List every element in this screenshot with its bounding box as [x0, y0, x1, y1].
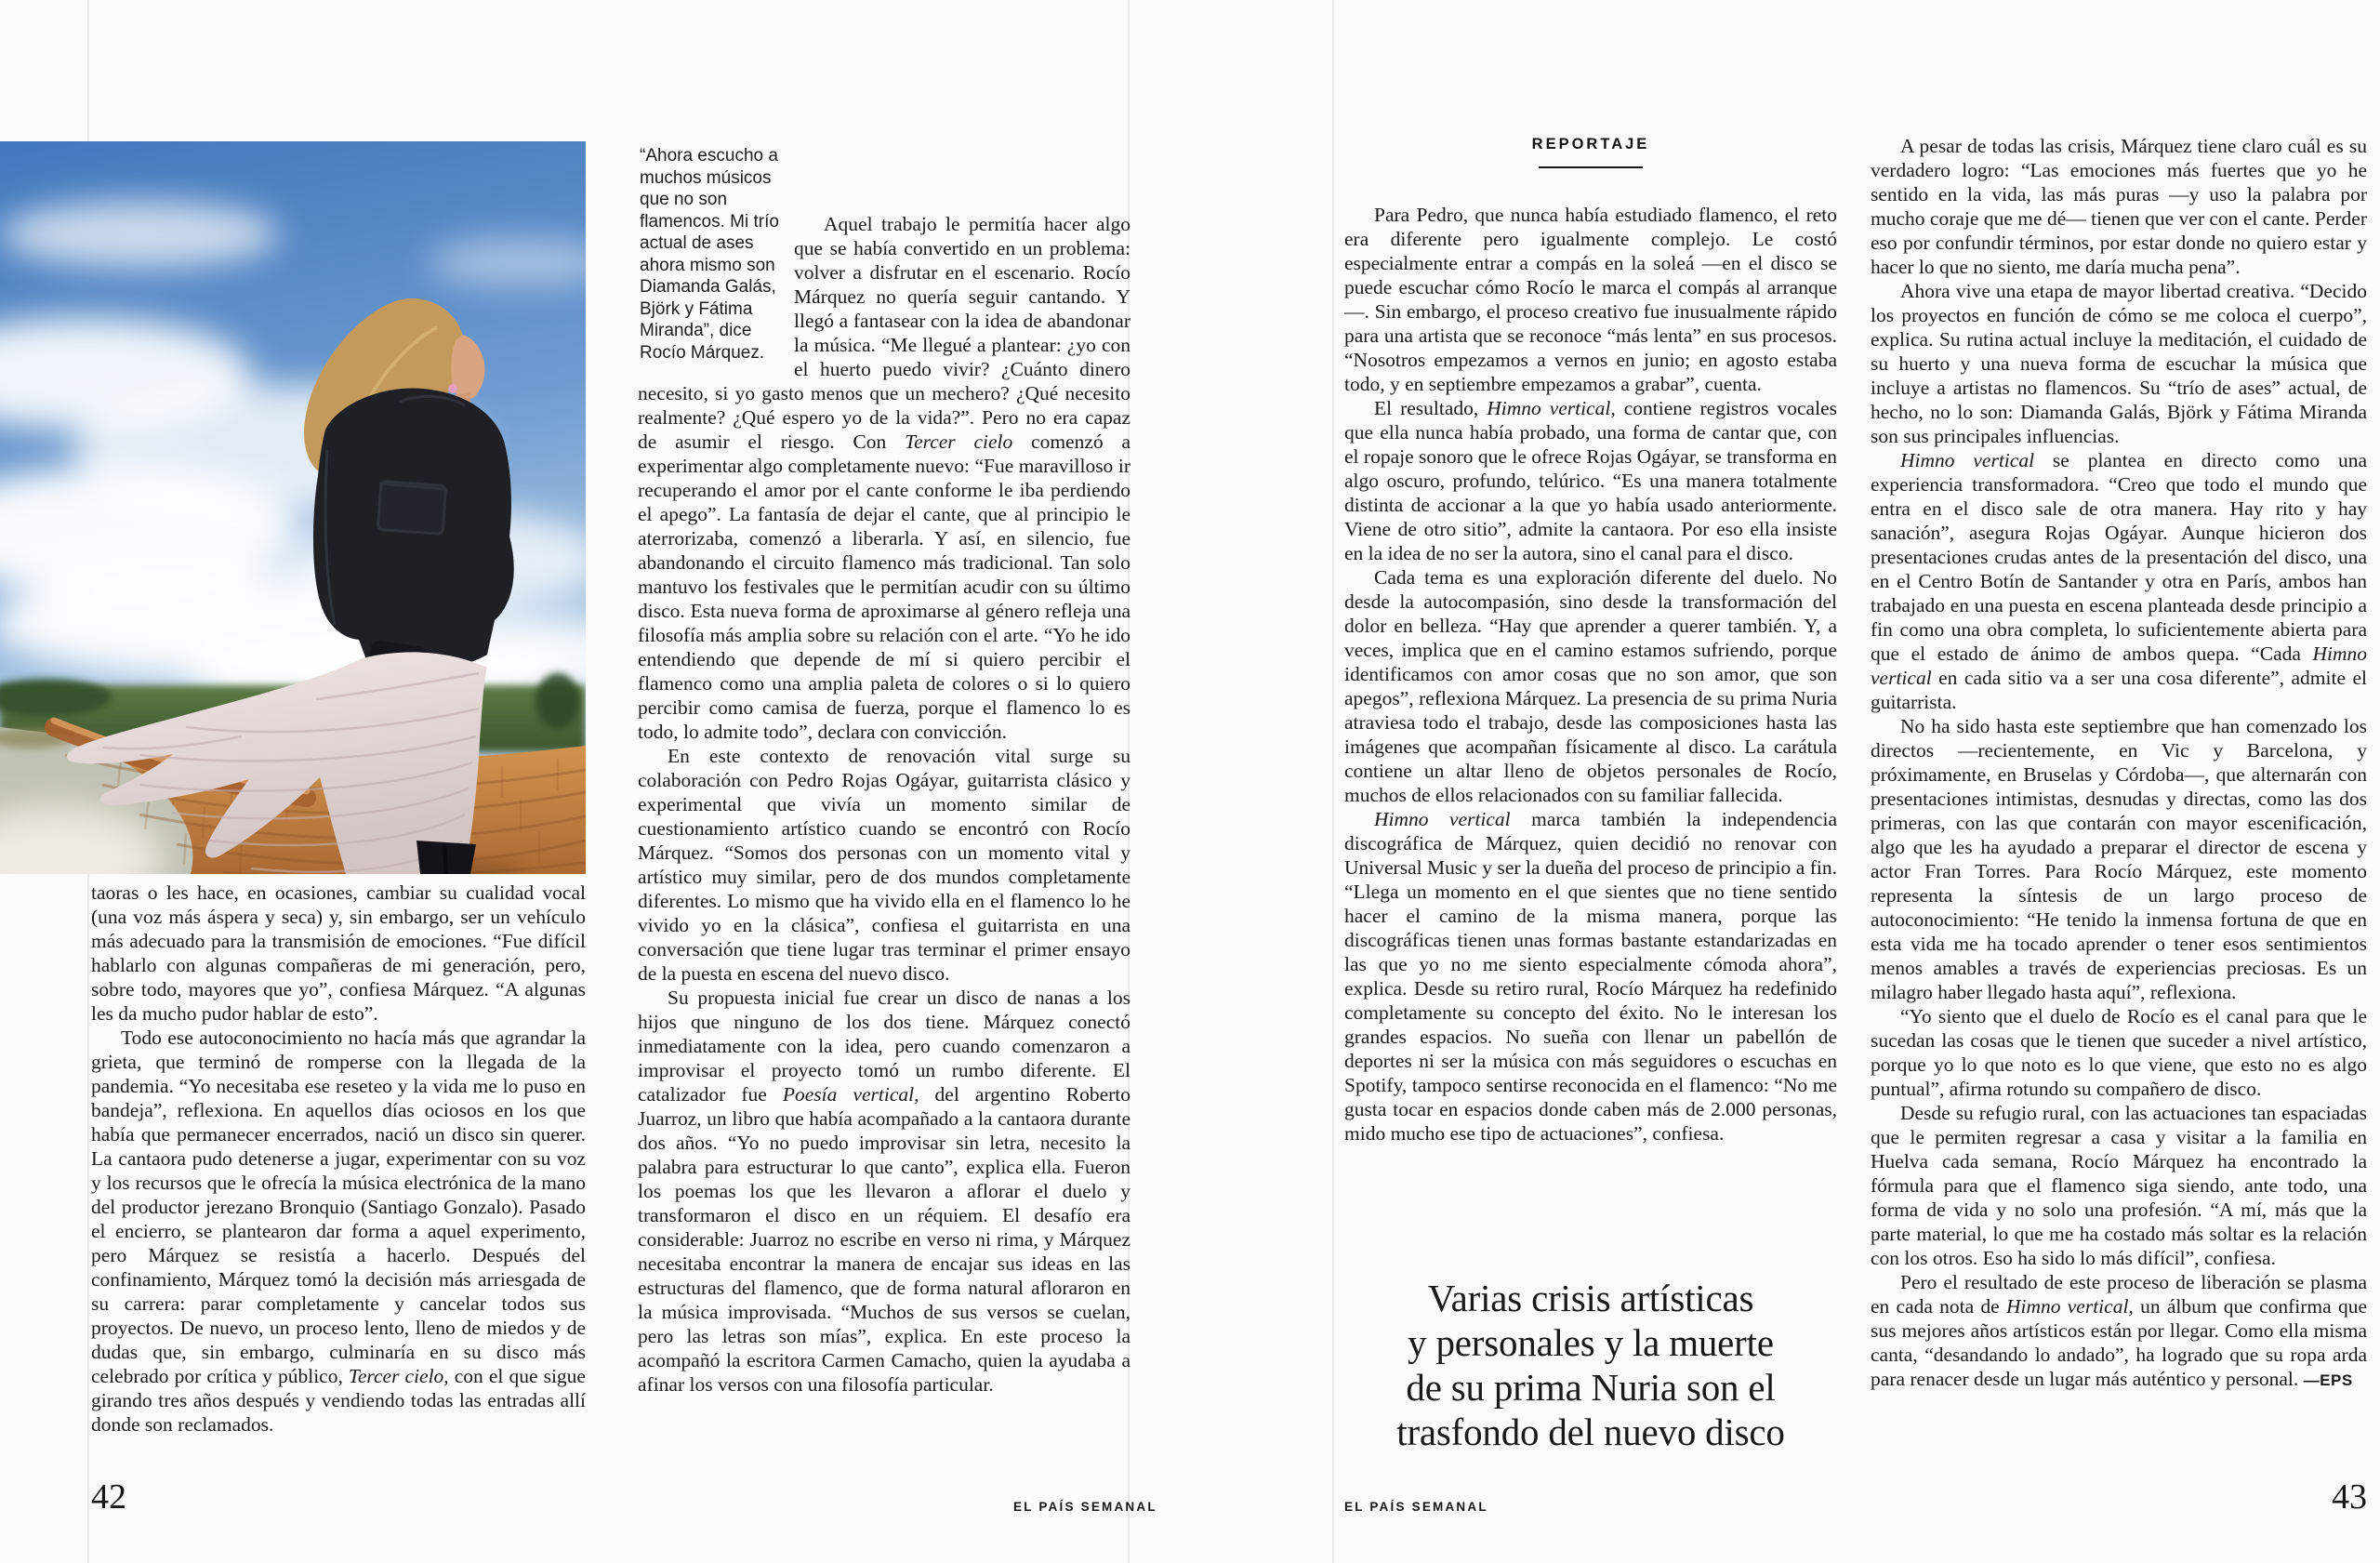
paragraph: Himno vertical se plantea en directo como una experiencia transformadora. “Creo que todo el mundo que entra en el disco sale de otra manera. Hay rito y hay sanación”, asegura Rojas Ogáyar. Aunque hicieron dos presentaciones crudas antes de la presentación del disco, una en el Centro Botín de Santander y otra en París, ambos han trabajado en una puesta en escena planteada desde principio a fin como una obra completa, lo suficientemente abierta para que el estado de ánimo de ambos quepa. “Cada Himno vertical en cada sitio va a ser una cosa diferente”, admite el guitarrista.: [1871, 449, 2367, 713]
pull-quote: [1335, 1276, 1846, 1454]
paragraph: Pero el resultado de este proceso de liberación se plasma en cada nota de Himno vertical, un álbum que confirma que sus mejores años artísticos están por llegar. Como ella misma canta, “desandando lo andado”, ha logrado que su ropa arda para renacer desde un lugar más auténtico y personal. —EPS: [1871, 1271, 2367, 1390]
paragraph: El resultado, Himno vertical, contiene registros vocales que ella nunca había probado, una forma de cantar que, con el ropaje sonoro que le ofrece Rojas Ogáyar, se transforma en algo oscuro, profundo, telúrico. “Es una manera totalmente distinta de accionar a la que yo había usado anteriormente. Viene de otro sitio”, admite la cantaora. Por eso ella insiste en la idea de no ser la autora, sino el canal para el disco.: [1344, 397, 1837, 564]
column-d: [1871, 134, 2367, 1393]
section-kicker: [1344, 136, 1837, 168]
paragraph: No ha sido hasta este septiembre que han comenzado los directos —recientemente, en Vic y Barcelona, y próximamente, en Bruselas y Córdoba—, que alternarán con presentaciones intimistas, desnudas y directas, como las dos primeras, con las que contarán con mayor escenificación, algo que les ha ayudado a preparar el director de escena y actor Fran Torres. Para Rocío Márquez, este momento representa la síntesis de un largo proceso de autoconocimiento: “He tenido la inmensa fortuna de que en esta vida me ha tocado aprender o tener esos sentimientos menos amables a través de experiencias preciosas. Es un milagro haber llegado hasta aquí”, reflexiona.: [1871, 715, 2367, 1003]
photo-caption: “Ahora escucho a muchos músicos que no son flamencos. Mi trío actual de ases ahora mismo son Diamanda Galás, Björk y Fátima Miranda”, dice Rocío Márquez.: [640, 146, 779, 363]
photo-rocio-marquez: [0, 141, 586, 874]
kicker-rule: [1539, 166, 1643, 168]
leg-gap: [444, 844, 446, 874]
paragraph: Cada tema es una exploración diferente del duelo. No desde la autocompasión, sino desde la transformación del dolor en belleza. “Hay que aprender a querer también. Y, a veces, implica que en el camino estamos sufriendo, porque identificamos con amor cosas que no son amor, que son apegos”, reflexiona Márquez. La presencia de su prima Nuria atraviesa todo el trabajo, desde las composiciones hasta las imágenes que acompañan físicamente al disco. La carátula contiene un altar lleno de objetos personales de Rocío, muchos de ellos relacionados con su familiar fallecida.: [1344, 566, 1837, 806]
tree: [536, 673, 580, 729]
paragraph: Aquel trabajo le permitía hacer algo que se había convertido en un problema: volver a disfrutar en el escenario. Rocío Márquez no quería seguir cantando. Y llegó a fantasear con la idea de abandonar la música. “Me llegué a plantear: ¿yo con el huerto puedo vivir? ¿Cuánto dinero necesito, si yo gasto menos que un mechero? ¿Qué necesito realmente? ¿Qué espero yo de la vida?”. Pero no era capaz de asumir el riesgo. Con Tercer cielo comenzó a experimentar algo completamente nuevo: “Fue maravilloso ir recuperando el amor por el cante conforme le iba perdiendo el apego”. La fantasía de dejar el cante, que al principio le aterrorizaba, comenzó a liberarla. Y así, en silencio, fue abandonando el circuito flamenco más tradicional. Tan solo mantuvo los festivales que le permitían acudir con su último disco. Esta nueva forma de aproximarse al género refleja una filosofía más amplia sobre su relación con el arte. “Yo he ido entendiendo que depende de mí si quiero percibir el flamenco como una amplia paleta de colores o si lo quiero percibir como camisa de fuerza, porque el flamenco lo es todo, lo admite todo”, declara con convicción.: [638, 213, 1130, 743]
earring: [448, 384, 457, 393]
pull-quote-line: Varias crisis artísticas: [1427, 1277, 1754, 1319]
kicker-label: REPORTAJE: [1531, 136, 1650, 152]
photo-illustration: [0, 141, 586, 874]
caption-spacer: [638, 212, 794, 381]
magazine-footer-right: EL PAÍS SEMANAL: [1344, 1500, 1488, 1514]
column-c: [1344, 203, 1837, 1146]
paragraph: Himno vertical marca también la independencia discográfica de Márquez, quien decidió no renovar con Universal Music y ser la dueña del proceso de principio a fin. “Llega un momento en el que sientes que no tiene sentido hacer el camino de la misma manera, porque las discográficas tienen unas formas bastante estandarizadas en las que yo no me siento especialmente cómoda ahora”, explica. Desde su retiro rural, Rocío Márquez ha redefinido completamente su concepto del éxito. No le interesan los grandes espacios. No sueña con llenar un pabellón de deportes ni ser la música con más seguidores o escuchas en Spotify, tampoco sentirse reconocida en el flamenco: “No me gusta tocar en espacios donde caben más de 2.000 personas, mido mucho ese tipo de actuaciones”, confiesa.: [1344, 808, 1837, 1145]
magazine-footer-left: EL PAÍS SEMANAL: [1013, 1500, 1157, 1514]
paragraph: Ahora vive una etapa de mayor libertad creativa. “Decido los proyectos en función de cómo se me coloca el cuerpo”, explica. Su rutina actual incluye la meditación, el cuidado de su huerto y una nueva forma de escuchar la música que incluye a artistas no flamencos. Su “trío de ases” actual, de hecho, no lo son: Diamanda Galás, Björk y Fátima Miranda son sus principales influencias.: [1871, 280, 2367, 447]
column-b-flow: [638, 212, 1130, 1397]
paragraph: A pesar de todas las crisis, Márquez tiene claro cuál es su verdadero logro: “Las emociones más fuertes que yo he sentido en la vida, las más puras —y uso la palabra por mucho coraje que me dé— tienen que ver con el cante. Perder eso por confundir términos, por estar donde no quiero estar y hacer lo que no siento, me daría mucha pena”.: [1871, 135, 2367, 278]
paragraph: Su propuesta inicial fue crear un disco de nanas a los hijos que ninguno de los dos tiene. Márquez conectó inmediatamente con la idea, pero cuando comenzaron a improvisar el proyecto tomó un rumbo diferente. El catalizador fue Poesía vertical, del argentino Roberto Juarroz, un libro que había acompañado a la cantaora durante dos años. “Yo no puedo improvisar sin letra, necesito la palabra para estructurar lo que canto”, explica ella. Fueron los poemas los que les llevaron a aflorar el duelo y transformaron el disco en un réquiem. El desafío era considerable: Juarroz no escribe en verso ni rima, y Márquez necesitaba encontrar la manera de encajar sus ideas en las estructuras del flamenco, que de forma natural afloraron en la música improvisada. “Muchos de sus versos se cuelan, pero las letras son mías”, explica. En este proceso la acompañó la escritora Carmen Camacho, quien la ayudaba a afinar los versos con una filosofía particular.: [638, 987, 1131, 1396]
column-b: [638, 212, 1130, 1397]
pull-quote-line: y personales y la muerte: [1408, 1321, 1774, 1364]
paragraph: En este contexto de renovación vital surge su colaboración con Pedro Rojas Ogáyar, guitarrista clásico y experimental que vivía un momento similar de cuestionamiento artístico cuando se encontró con Rocío Márquez. “Somos dos personas con un momento vital y artístico muy similar, pero de dos mundos completamente diferentes. Lo mismo que ha vivido ella en el flamenco lo he vivido yo en la clásica”, confiesa el guitarrista en una conversación que tiene lugar tras terminar el primer ensayo de la puesta en escena del nuevo disco.: [638, 745, 1130, 985]
paragraph: Todo ese autoconocimiento no hacía más que agrandar la grieta, que terminó de romperse con la llegada de la pandemia. “Yo necesitaba ese reseteo y la vida me lo puso en bandeja”, reflexiona. En aquellos días ociosos en los que había que permanecer encerrados, nació un disco sin querer. La cantaora pudo detenerse a jugar, experimentar con su voz y los recursos que le ofrecía la música electrónica de la mano del productor jerezano Bronquio (Santiago Gonzalo). Pasado el encierro, se plantearon dar forma a aquel experimento, pero Márquez se resistía a hacerlo. Después del confinamiento, Márquez tomó la decisión más arriesgada de su carrera: parar completamente y cancelar todos sus proyectos. De nuevo, un proceso lento, lleno de miedos y de dudas que, sin embargo, culminaría en su disco más celebrado por crítica y público, Tercer cielo, con el que sigue girando tres años después y vendiendo todas las entradas allí donde son reclamados.: [91, 1027, 586, 1436]
paragraph: taoras o les hace, en ocasiones, cambiar su cualidad vocal (una voz más áspera y seca) y, sin embargo, ser un vehículo más adecuado para la transmisión de emociones. “Fue difícil hablarlo con algunas compañeras de mi generación, pero, sobre todo, mayores que yo”, confiesa Márquez. “A algunas les da mucho pudor hablar de esto”.: [91, 881, 586, 1025]
pull-quote-line: trasfondo del nuevo disco: [1396, 1411, 1785, 1453]
paragraph: Para Pedro, que nunca había estudiado flamenco, el reto era diferente pero igualmente complejo. Le costó especialmente entrar a compás en la soleá —en el disco se puede escuchar cómo Rocío le marca el compás al arranque—. Sin embargo, el proceso creativo fue inusualmente rápido para una artista que se reconoce “más lenta” en sus procesos. “Nosotros empezamos a vernos en junio; en agosto estaba todo, y en septiembre empezamos a grabar”, cuenta.: [1344, 204, 1837, 395]
paragraph: “Yo siento que el duelo de Rocío es el canal para que le sucedan las cosas que le tienen que suceder a nivel artístico, porque yo lo que noto es lo que viene, que esto no es algo puntual”, afirma rotundo su compañero de disco.: [1871, 1005, 2367, 1100]
paragraph: Desde su refugio rural, con las actuaciones tan espaciadas que le permiten regresar a casa y visitar a la familia en Huelva cada semana, Rocío Márquez ha encontrado la fórmula para que el flamenco siga siendo, ante todo, una forma de vida y no solo una profesión. “A mí, más que la parte material, lo que me ha costado más soltar es la relación con los otros. Eso ha sido lo más difícil”, confiesa.: [1871, 1102, 2367, 1269]
page-fold-line: [1332, 0, 1334, 1563]
page-number-right: 43: [2332, 1477, 2367, 1517]
pull-quote-line: de su prima Nuria son el: [1406, 1366, 1776, 1409]
page-number-left: 42: [91, 1477, 126, 1517]
column-a: [91, 881, 586, 1437]
